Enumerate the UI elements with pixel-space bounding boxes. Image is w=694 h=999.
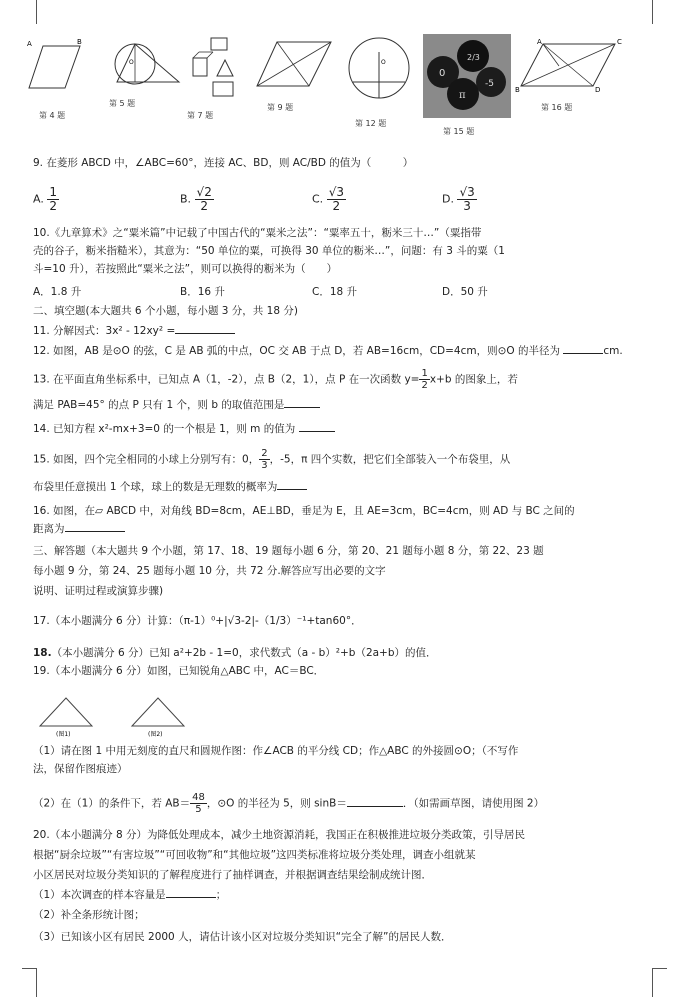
q19-part2-a: （2）在（1）的条件下，若 AB＝ [33, 797, 191, 810]
q11 [33, 324, 235, 338]
figure-15-balls [423, 34, 511, 118]
q10-option-c: C．18 升 [312, 286, 358, 298]
q9-a-label: A. [33, 192, 44, 206]
q19-fig1-label: (图1) [56, 731, 71, 738]
q20-line2: 根据“厨余垃圾”“有害垃圾”“可回收物”和“其他垃圾”这四类标准将垃圾分类处理，调查小组就某 [33, 849, 476, 861]
q16-blank [65, 531, 125, 532]
label-b: B [77, 38, 82, 46]
figure-9-rhombus [255, 36, 333, 92]
label-d-16: D [595, 86, 601, 92]
q15-num: 2 [261, 448, 268, 459]
ball-label-minus5: -5 [485, 79, 494, 89]
q19-figure-1 [36, 694, 96, 738]
label-c-16: C [617, 38, 622, 46]
figure-row [25, 30, 675, 140]
q19-part2-den: 5 [195, 804, 202, 815]
q11-blank [175, 333, 235, 334]
q9-c-fraction [327, 186, 346, 213]
q15-line1-b: ，-5，π 四个实数，把它们全部装入一个布袋里，从 [269, 453, 511, 466]
q9-d-den: 3 [463, 199, 471, 213]
figure-12-circle-chord [343, 34, 417, 108]
crop-mark-top-left [22, 0, 37, 24]
q9-d-num: √3 [459, 185, 475, 199]
q18-text: （本小题满分 6 分）已知 a²+2b - 1=0，求代数式（a - b）²+b（2a+b）的值． [51, 647, 437, 659]
q12-text: 12. 如图，AB 是⊙O 的弦，C 是 AB 弧的中点，OC 交 AB 于点 D，若 AB=16cm，CD=4cm，则⊙O 的半径为 [33, 345, 560, 357]
q20-part1 [33, 888, 226, 902]
q10-option-a: A．1.8 升 [33, 286, 82, 298]
caption-fig4: 第 4 题 [39, 111, 66, 120]
q15-den: 3 [261, 460, 268, 471]
q19-part2-b: ，⊙O 的半径为 5，则 sinB＝ [206, 797, 347, 810]
figure-5-circle-triangle [107, 34, 187, 98]
q15-line2-text: 布袋里任意摸出 1 个球，球上的数是无理数的概率为 [33, 481, 278, 493]
figure-16-parallelogram [515, 36, 625, 92]
q9-d-fraction [457, 186, 476, 213]
ball-label-0: 0 [439, 68, 446, 79]
q9-a-den: 2 [49, 199, 57, 213]
q11-text: 11. 分解因式：3x² - 12xy² = [33, 325, 176, 337]
caption-fig5: 第 5 题 [109, 99, 136, 108]
label-a-16: A [537, 38, 542, 46]
q13-line2 [33, 398, 320, 412]
caption-fig16: 第 16 题 [541, 103, 573, 112]
section2-heading: 二、填空题(本大题共 6 个小题，每小题 3 分，共 18 分) [33, 305, 298, 317]
caption-fig7: 第 7 题 [187, 111, 214, 120]
label-o: O [129, 59, 134, 66]
q9-b-fraction [195, 186, 214, 213]
section3-line3: 说明、证明过程或演算步骤) [33, 585, 164, 597]
q13-blank [284, 407, 320, 408]
q14-blank [299, 431, 335, 432]
section3-line2: 每小题 9 分，第 24、25 题每小题 10 分，共 72 分.解答应写出必要的文字 [33, 565, 386, 577]
q20-line1: 20.（本小题满分 8 分）为降低处理成本，减少土地资源消耗，我国正在积极推进垃圾分类政策，引导居民 [33, 829, 526, 841]
q9-c-den: 2 [332, 199, 341, 213]
q9-b-den: 2 [200, 199, 208, 213]
q12 [33, 344, 623, 358]
label-a: A [27, 40, 32, 48]
q10-option-b: B．16 升 [180, 286, 225, 298]
q13-line1-a: 13. 在平面直角坐标系中，已知点 A（1，-2），点 B（2，1），点 P 在一次函数 y= [33, 373, 420, 386]
q15-line1 [33, 448, 510, 471]
q18-number: 18. [33, 647, 52, 659]
q16-line2 [33, 522, 125, 536]
q20-part2: （2）补全条形统计图； [33, 909, 145, 921]
label-b-16: B [515, 86, 520, 92]
q19-part2-fraction [190, 792, 207, 815]
q13-line2-text: 满足 PAB=45° 的点 P 只有 1 个，则 b 的取值范围是 [33, 399, 285, 411]
q19-figure-2 [128, 694, 188, 738]
q16-line2-text: 距离为 [33, 523, 65, 535]
q9-d-label: D. [442, 192, 454, 206]
q13-line1 [33, 368, 518, 391]
q10-option-d: D．50 升 [442, 286, 488, 298]
q9-option-b [180, 186, 214, 213]
q20-part1-end: ； [215, 889, 227, 901]
q9-a-num: 1 [49, 185, 57, 199]
q9-a-fraction [47, 186, 59, 213]
caption-fig12: 第 12 题 [355, 119, 387, 128]
q15-fraction [259, 448, 269, 471]
q19-part1-line1: （1）请在图 1 中用无刻度的直尺和圆规作图：作∠ACB 的平分线 CD；作△ABC 的外接圆⊙O；（不写作 [33, 745, 519, 757]
q17: 17.（本小题满分 6 分）计算：（π-1）⁰+|√3-2|-（1/3）⁻¹+tan60°． [33, 615, 362, 627]
crop-mark-top-right [652, 0, 667, 24]
caption-fig15: 第 15 题 [443, 127, 475, 136]
caption-fig9: 第 9 题 [267, 103, 294, 112]
q13-den: 2 [421, 380, 428, 391]
q14-text: 14. 已知方程 x²-mx+3=0 的一个根是 1，则 m 的值为 [33, 423, 296, 435]
q9-option-c [312, 186, 346, 213]
q19-part2-blank [347, 806, 403, 807]
q9-c-num: √3 [328, 185, 344, 199]
q19-fig2-label: (图2) [148, 731, 163, 738]
ball-label-pi: π [459, 90, 466, 101]
q13-line1-b: x+b 的图象上，若 [429, 373, 518, 386]
q20-part3: （3）已知该小区有居民 2000 人，请估计该小区对垃圾分类知识“完全了解”的居民人数． [33, 931, 452, 943]
q20-part1-blank [166, 897, 216, 898]
q18 [33, 646, 437, 660]
q13-num: 1 [421, 368, 428, 379]
q9-c-label: C. [312, 192, 324, 206]
section3-line1: 三、解答题（本大题共 9 个小题，第 17、18、19 题每小题 6 分，第 20、21 题每小题 8 分，第 22、23 题 [33, 545, 544, 557]
q9-option-d [442, 186, 477, 213]
q13-fraction [419, 368, 429, 391]
q12-unit: cm. [603, 345, 623, 357]
q9-b-label: B. [180, 192, 192, 206]
q9-stem: 9. 在菱形 ABCD 中，∠ABC=60°，连接 AC、BD，则 AC/BD 的值为（ ） [33, 157, 414, 169]
q15-line2 [33, 480, 307, 494]
label-o-12: O [381, 59, 386, 66]
q10-line2: 壳的谷子，粝米指糙米），其意为：“50 单位的粟，可换得 30 单位的粝米…”，问题：有 3 斗的粟（1 [33, 245, 505, 257]
q14 [33, 422, 335, 436]
q9-option-a [33, 186, 59, 213]
q20-line3: 小区居民对垃圾分类知识的了解程度进行了抽样调查，并根据调查结果绘制成统计图． [33, 869, 432, 881]
crop-mark-bottom-right [652, 968, 667, 997]
q15-blank [277, 489, 307, 490]
q9-b-num: √2 [196, 185, 212, 199]
ball-label-2-3: 2/3 [467, 53, 480, 62]
q10-line1: 10.《九章算术》之“粟米篇”中记载了中国古代的“粟米之法”：“粟率五十，粝米三十…”（粟指带 [33, 227, 482, 239]
q10-line3: 斗=10 升），若按照此“粟米之法”，则可以换得的粝米为（ ） [33, 263, 338, 275]
q19-part2-num: 48 [192, 792, 205, 803]
q15-line1-a: 15. 如图，四个完全相同的小球上分别写有：0， [33, 453, 260, 466]
q19-part2-c: ．（如需画草图，请使用图 2） [402, 797, 545, 810]
q12-blank [563, 353, 603, 354]
crop-mark-bottom-left [22, 968, 37, 997]
figure-7-three-views [183, 36, 243, 108]
q16-line1: 16. 如图，在▱ ABCD 中，对角线 BD=8cm，AE⊥BD，垂足为 E，且 AE=3cm，BC=4cm，则 AD 与 BC 之间的 [33, 505, 575, 517]
q19: 19.（本小题满分 6 分）如图，已知锐角△ABC 中，AC＝BC． [33, 665, 325, 677]
q20-part1-text: （1）本次调查的样本容量是 [33, 889, 166, 901]
q19-part2 [33, 792, 544, 815]
q19-part1-line2: 法，保留作图痕迹） [33, 763, 128, 775]
figure-4-parallelogram [25, 36, 85, 96]
